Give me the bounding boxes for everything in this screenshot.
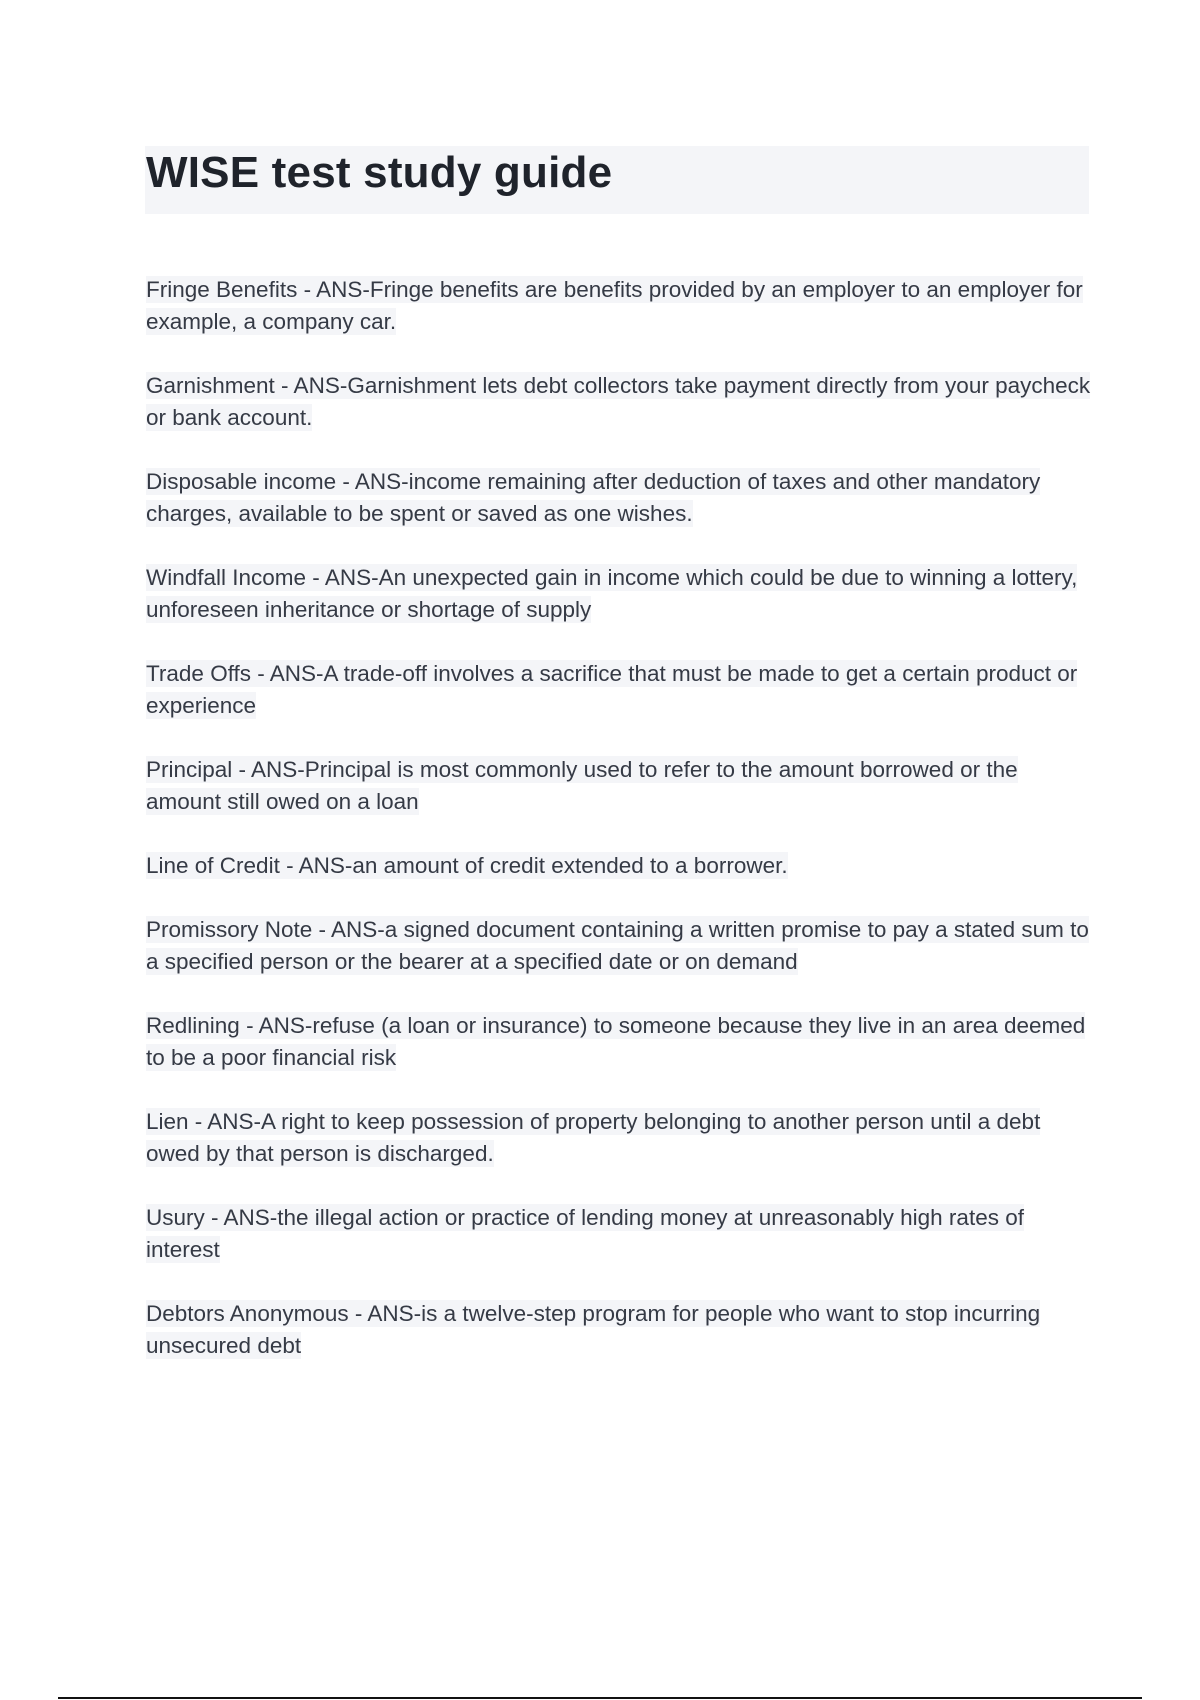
glossary-entry-garnishment	[146, 370, 1096, 434]
entry-text: Redlining - ANS-refuse (a loan or insurance) to someone because they live in an area deemed to be a poor financial risk	[146, 1013, 1086, 1070]
glossary-entry-fringe-benefits	[146, 274, 1096, 338]
glossary-entry-lien	[146, 1106, 1096, 1170]
entry-text: Usury - ANS-the illegal action or practice of lending money at unreasonably high rates of interest	[146, 1205, 1024, 1262]
glossary-entry-usury	[146, 1202, 1096, 1266]
entry-text: Line of Credit - ANS-an amount of credit extended to a borrower.	[146, 853, 788, 878]
glossary-entry-disposable-income	[146, 466, 1096, 530]
entry-text: Lien - ANS-A right to keep possession of property belonging to another person until a debt owed by that person is discharged.	[146, 1109, 1041, 1166]
glossary-entry-debtors-anonymous	[146, 1298, 1096, 1362]
glossary-entry-promissory-note	[146, 914, 1096, 978]
entry-text: Garnishment - ANS-Garnishment lets debt collectors take payment directly from your paycheck or bank account.	[146, 373, 1091, 430]
entry-text: Principal - ANS-Principal is most commonly used to refer to the amount borrowed or the amount still owed on a loan	[146, 757, 1018, 814]
entry-text: Windfall Income - ANS-An unexpected gain in income which could be due to winning a lottery, unforeseen inheritance or shortage of supply	[146, 565, 1078, 622]
page-bottom-rule	[58, 1697, 1142, 1699]
entry-text: Debtors Anonymous - ANS-is a twelve-step program for people who want to stop incurring unsecured debt	[146, 1301, 1041, 1358]
entry-text: Promissory Note - ANS-a signed document containing a written promise to pay a stated sum to a specified person or the bearer at a specified date or on demand	[146, 917, 1089, 974]
entry-text: Fringe Benefits - ANS-Fringe benefits are benefits provided by an employer to an employer for example, a company car.	[146, 277, 1083, 334]
entry-text: Disposable income - ANS-income remaining after deduction of taxes and other mandatory charges, available to be spent or saved as one wishes.	[146, 469, 1041, 526]
glossary-entry-principal	[146, 754, 1096, 818]
entry-text: Trade Offs - ANS-A trade-off involves a sacrifice that must be made to get a certain product or experience	[146, 661, 1078, 718]
study-guide-entries	[146, 274, 1096, 1394]
page-title: WISE test study guide	[146, 148, 613, 197]
glossary-entry-trade-offs	[146, 658, 1096, 722]
glossary-entry-line-of-credit	[146, 850, 1096, 882]
glossary-entry-redlining	[146, 1010, 1096, 1074]
glossary-entry-windfall-income	[146, 562, 1096, 626]
